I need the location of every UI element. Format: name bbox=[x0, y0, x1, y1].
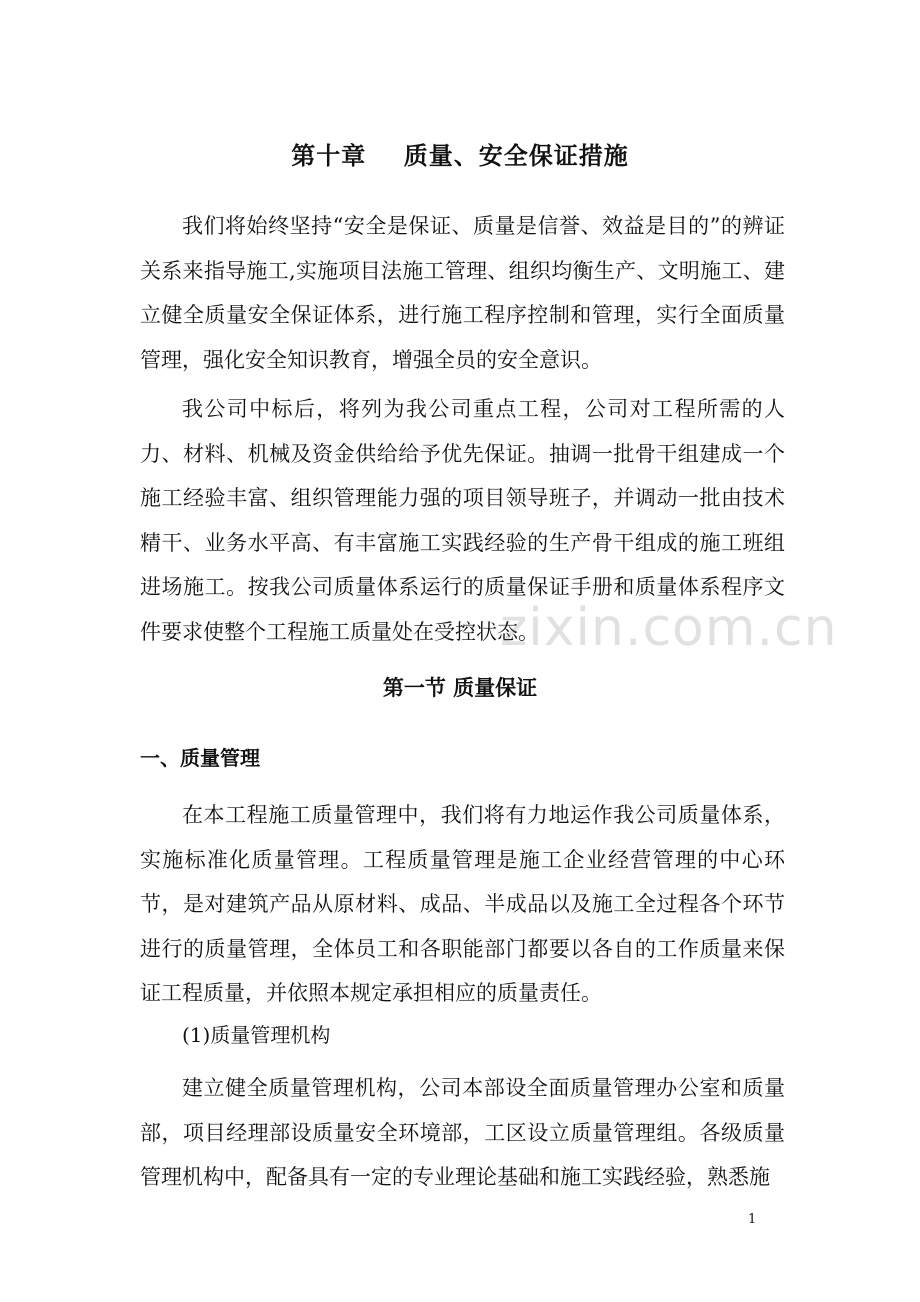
intro-paragraph-2: 我公司中标后，将列为我公司重点工程，公司对工程所需的人力、材料、机械及资金供给给予优先保证。抽调一批骨干组建成一个施工经验丰富、组织管理能力强的项目领导班子，并调动一批由技术精干、业务水平高、有丰富施工实践经验的生产骨干组成的施工班组进场施工。按我公司质量体系运行的质量保证手册和质量体系程序文件要求使整个工程施工质量处在受控状态。 bbox=[140, 397, 785, 644]
item-quality-organization: (1)质量管理机构 bbox=[182, 1023, 331, 1047]
chapter-title: 第十章 质量、安全保证措施 bbox=[291, 142, 629, 170]
intro-paragraph-1: 我们将始终坚持“安全是保证、质量是信誉、效益是目的”的辨证关系来指导施工,实施项目法施工管理、组织均衡生产、文明施工、建立健全质量安全保证体系，进行施工程序控制和管理，实行全面质量管理，强化安全知识教育，增强全员的安全意识。 bbox=[140, 214, 785, 372]
section-title: 第一节 质量保证 bbox=[382, 676, 538, 700]
quality-management-paragraph: 在本工程施工质量管理中，我们将有力地运作我公司质量体系，实施标准化质量管理。工程质量管理是施工企业经营管理的中心环节，是对建筑产品从原材料、成品、半成品以及施工全过程各个环节进行的质量管理，全体员工和各职能部门都要以各自的工作质量来保证工程质量，并依照本规定承担相应的质量责任。 bbox=[140, 803, 785, 1005]
quality-organization-paragraph: 建立健全质量管理机构，公司本部设全面质量管理办公室和质量部，项目经理部设质量安全环境部，工区设立质量管理组。各级质量管理机构中，配备具有一定的专业理论基础和施工实践经验，熟悉施 bbox=[140, 1076, 785, 1189]
sub-heading-quality-management: 一、质量管理 bbox=[140, 746, 260, 770]
page-number: 1 bbox=[748, 1212, 757, 1227]
watermark-text: zixin.com.cn bbox=[500, 598, 838, 658]
